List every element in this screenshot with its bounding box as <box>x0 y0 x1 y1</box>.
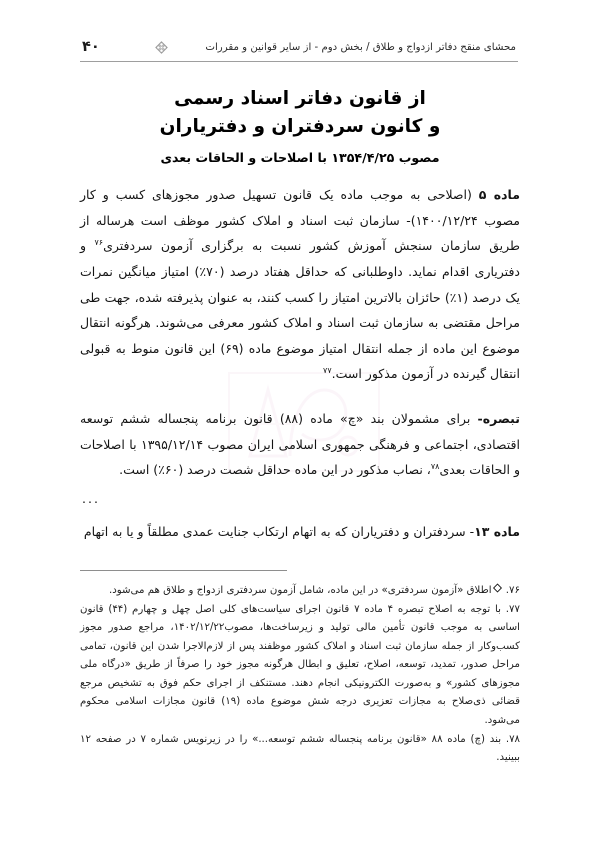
footnote-divider-rule <box>80 570 287 571</box>
running-header <box>80 36 518 58</box>
header-divider-rule <box>80 61 518 62</box>
tabsare-paragraph <box>80 406 520 483</box>
footnote-list <box>80 582 520 768</box>
article-5-label: ماده ۵ <box>478 187 520 202</box>
article-13-paragraph <box>80 519 520 545</box>
document-title-line-1: از قانون دفاتر اسناد رسمی <box>174 88 426 109</box>
article-13-label: ماده ۱۳ <box>474 523 520 539</box>
paragraph-spacer <box>80 511 520 519</box>
floral-diamond-ornament-icon <box>155 41 168 54</box>
footnote-ref-76[interactable]: ۷۶ <box>94 238 104 248</box>
footnote-text-76: اطلاق «آزمون سردفتری» در این ماده، شامل آزمون سردفتری ازدواج و طلاق هم می‌شود. <box>108 585 492 596</box>
article-5-paragraph <box>80 182 520 387</box>
article-5-text-part-1: (اصلاحی به موجب ماده یک قانون تسهیل صدور مجوزهای کسب و کار مصوب ۱۴۰۰/۱۲/۲۴)- سازمان ثبت اسناد و املاک کشور موظف است هرساله از طریق سازمان سنجش آموزش کشور نسبت به برگزاری آزمون سردفتری <box>80 187 521 254</box>
header-title: محشای منقح دفاتر ازدواج و طلاق / بخش دوم - از سایر قوانین و مقررات <box>205 41 516 53</box>
page-number: ۴۰ <box>82 39 100 55</box>
footnote-ref-78[interactable]: ۷۸ <box>430 462 440 472</box>
footnote-ref-77[interactable]: ۷۷ <box>323 366 332 376</box>
diamond-outline-icon <box>492 583 503 599</box>
footnote-text-77: با توجه به اصلاح تبصره ۴ ماده ۷ قانون اجرای سیاست‌های کلی اصل چهل و چهارم (۴۴) قانون اساسی به موجب قانون تأمین مالی تولید و زیرساخت‌ها، مصوب۱۴۰۲/۱۲/۲۲، مراجع صدور مجوز کسب‌وکار از جمله سازمان ثبت اسناد و املاک کشور موظفند پس از لازم‌الاجرا شدن این قانون، تمامی مراحل صدور، تمدید، توسعه، اصلاح، تعلیق و ابطال هرگونه مجوز خود را صرفاً از طریق «درگاه ملی مجوزهای کشور» و به‌صورت الکترونیکی انجام دهند. مستنکف از اجرای حکم فوق به تشخیص مرجع قضائی ذی‌صلاح به مجازات تعزیری درجه شش موضوع ماده (۱۹) قانون مجازات اسلامی محکوم می‌شود. <box>80 603 520 726</box>
paragraph-spacer <box>80 387 520 406</box>
footnote-number-76: ۷۶. <box>505 585 520 596</box>
document-title-line-2: و کانون سردفتران و دفتریاران <box>159 116 441 138</box>
footnote-text-78: بند (چ) ماده ۸۸ «قانون برنامه پنجساله ششم توسعه...» را در زیرنویس شماره ۷ در صفحه ۱۲ ببینید. <box>80 733 520 764</box>
article-13-text: - سردفتران و دفتریاران که به اتهام ارتکاب جنایت عمدی مطلقاً و یا به اتهام <box>83 523 475 539</box>
footnote-number-77: ۷۷. <box>505 603 520 615</box>
tabsare-label: تبصره- <box>477 411 520 426</box>
footnote-item-77 <box>80 601 520 731</box>
document-body <box>80 182 520 545</box>
footnote-number-78: ۷۸. <box>505 733 521 745</box>
document-title-block <box>60 85 540 165</box>
omission-ellipsis: ... <box>82 490 100 506</box>
document-subtitle: مصوب ۱۳۵۴/۴/۲۵ با اصلاحات و الحاقات بعدی <box>160 150 440 166</box>
tabsare-text-part-2: ، نصاب مذکور در این ماده حداقل شصت درصد (۶۰٪) است. <box>119 462 431 478</box>
footnote-item-76 <box>80 582 520 601</box>
article-5-text-part-2: و دفتریاری اقدام نماید. داوطلبانی که حداقل هفتاد درصد (۷۰٪) امتیاز میانگین نمرات یک درصد (۱٪) حائزان بالاترین امتیاز را کسب کنند، به عنوان پذیرفته شده، جهت طی مراحل مقتضی به سازمان ثبت اسناد و املاک کشور معرفی می‌شوند. هرگونه انتقال موضوع این ماده از جمله انتقال امتیاز موضوع ماده (۶۹) این قانون منوط به قبولی انتقال گیرنده در آزمون مذکور است. <box>80 238 520 382</box>
footnote-item-78 <box>80 731 520 768</box>
tabsare-text-part-1: برای مشمولان بند «چ» ماده (۸۸) قانون برنامه پنجساله ششم توسعه اقتصادی، اجتماعی و فرهنگی جمهوری اسلامی ایران مصوب ۱۳۹۵/۱۲/۱۴ با اصلاحات و الحاقات بعدی <box>80 411 520 478</box>
